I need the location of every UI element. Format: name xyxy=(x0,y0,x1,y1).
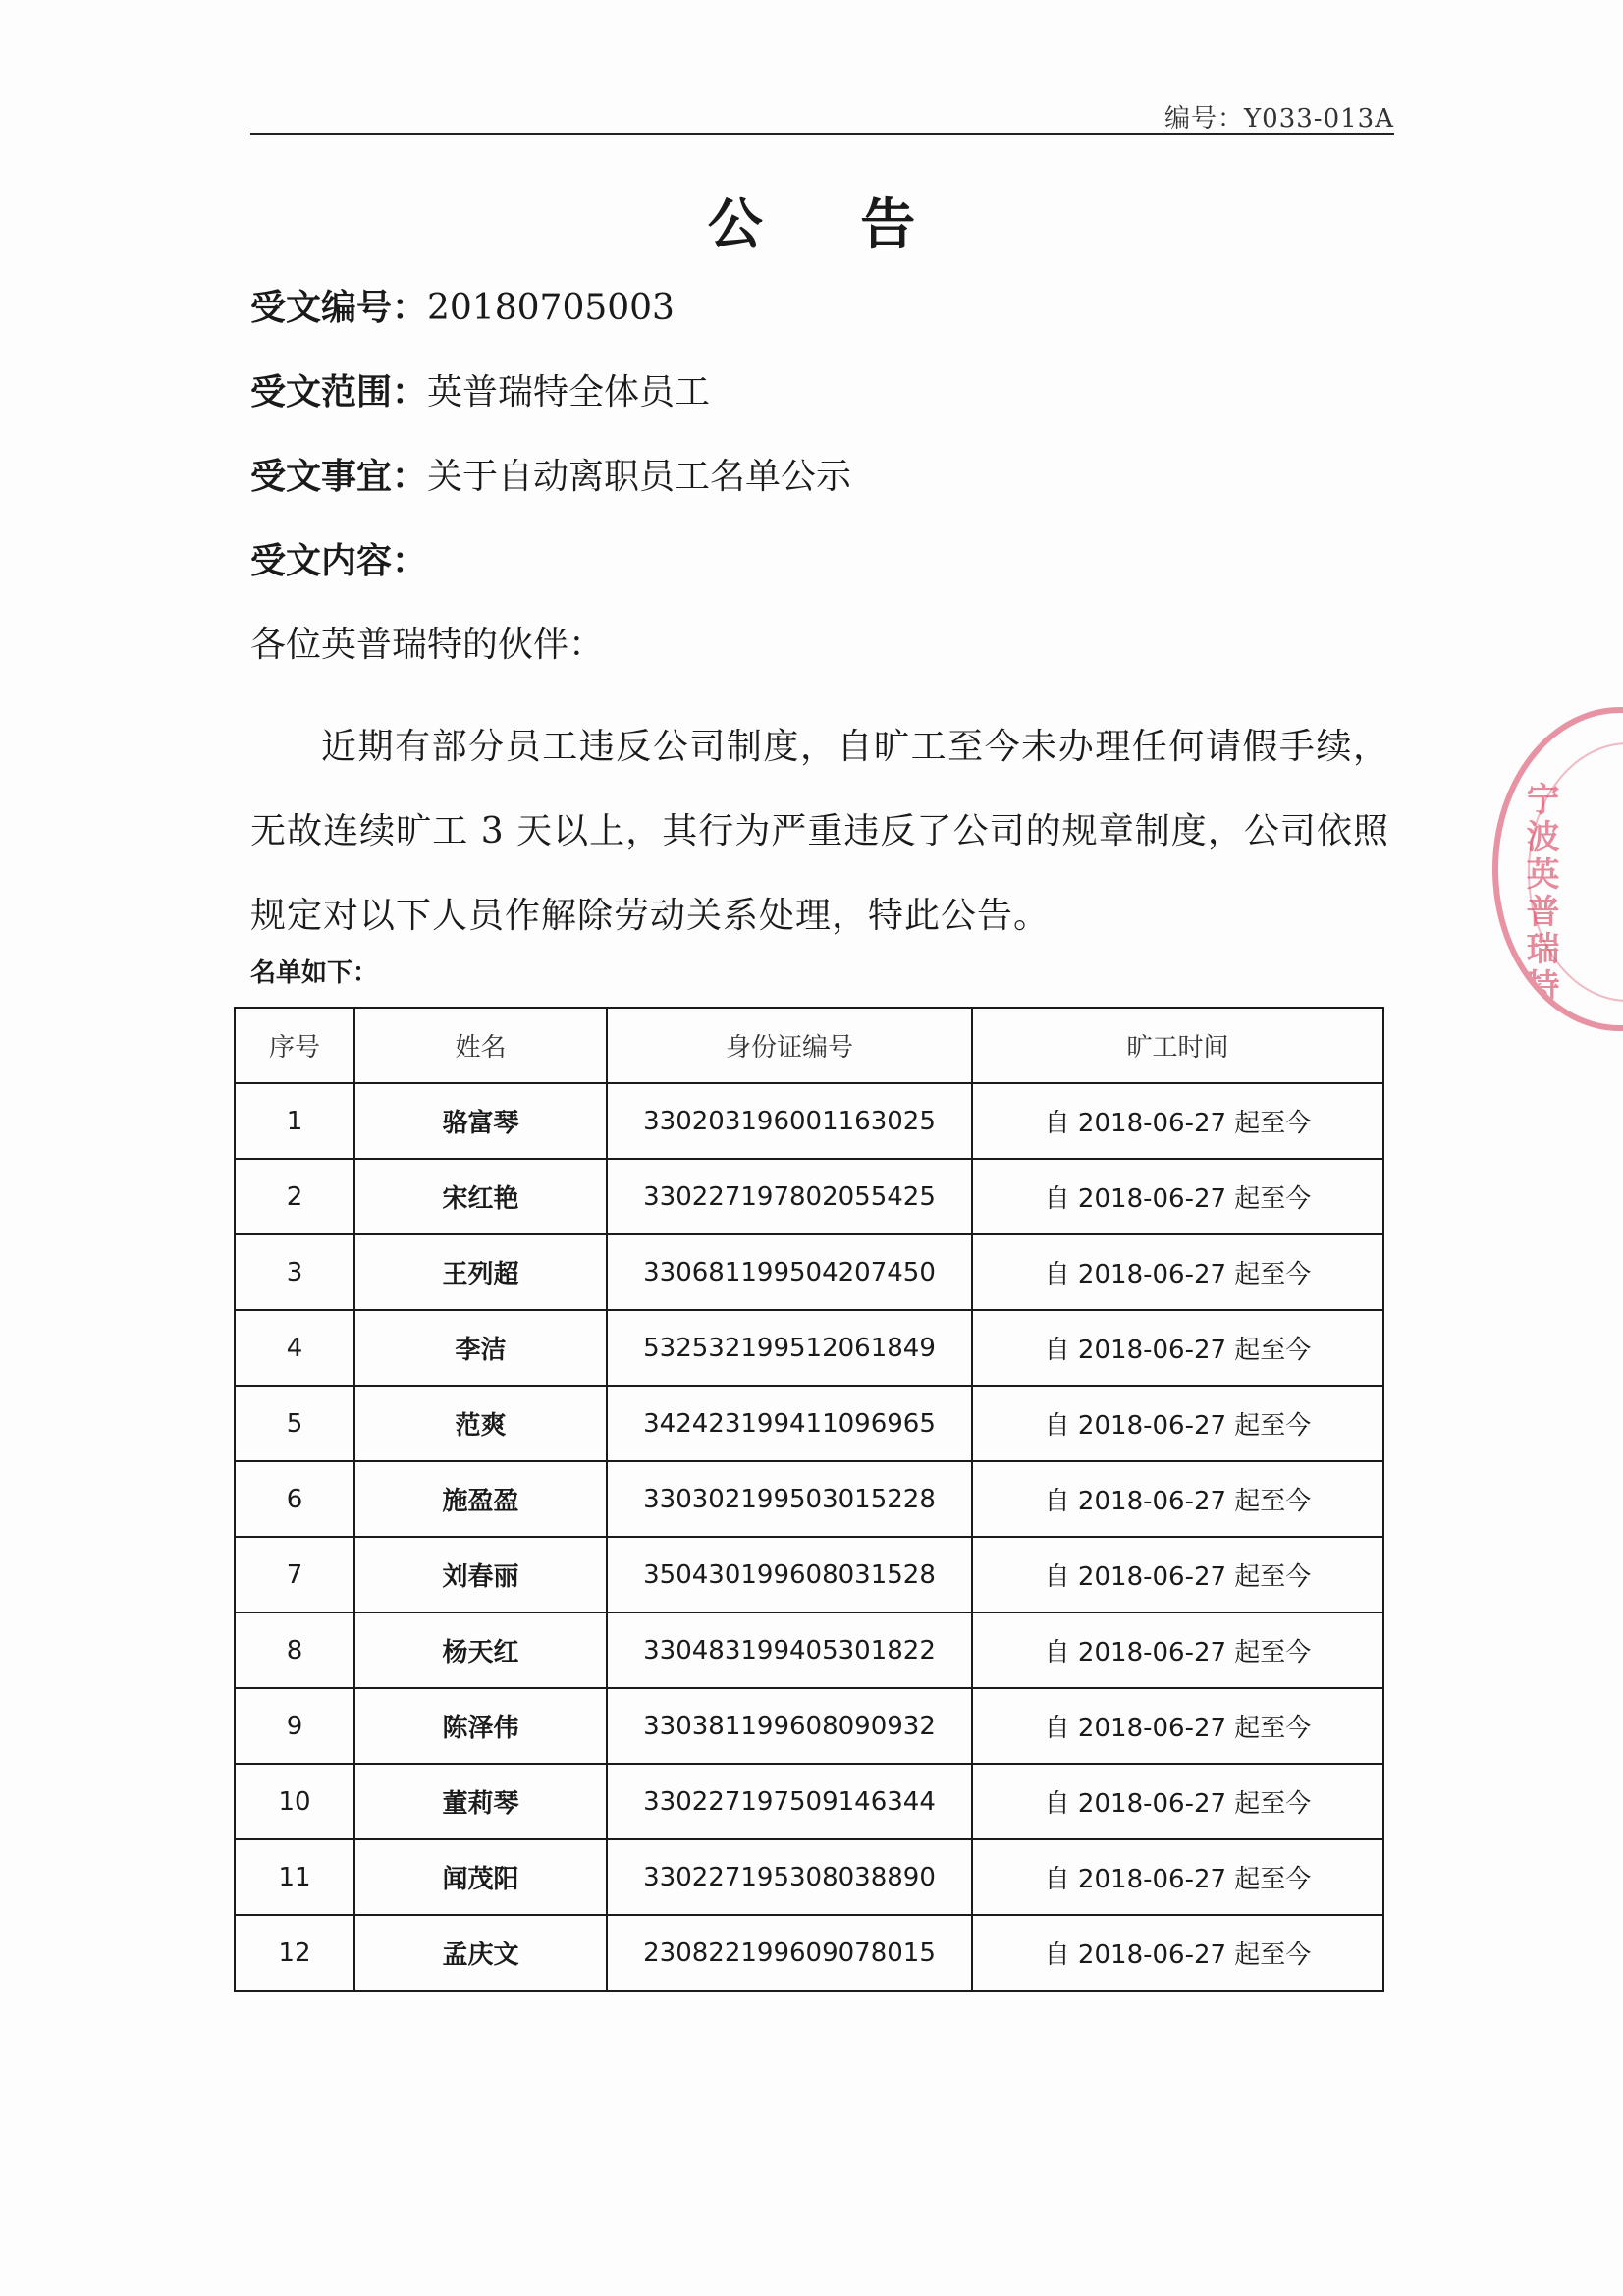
cell-absence-time: 自 2018-06-27 起至今 xyxy=(972,1764,1383,1839)
cell-seq: 1 xyxy=(235,1083,354,1159)
cell-name: 范爽 xyxy=(354,1386,607,1461)
table-row xyxy=(235,1537,1383,1613)
cell-name: 李洁 xyxy=(354,1310,607,1386)
scope-value: 英普瑞特全体员工 xyxy=(427,372,711,412)
content-label: 受文内容： xyxy=(250,540,428,581)
table-header-row xyxy=(235,1008,1383,1083)
cell-absence-time: 自 2018-06-27 起至今 xyxy=(972,1083,1383,1159)
cell-name: 宋红艳 xyxy=(354,1159,607,1234)
cell-seq: 8 xyxy=(235,1613,354,1688)
cell-absence-time: 自 2018-06-27 起至今 xyxy=(972,1537,1383,1613)
company-seal-stamp xyxy=(1492,707,1623,1031)
cell-id-number: 330302199503015228 xyxy=(607,1461,972,1537)
cell-seq: 7 xyxy=(235,1537,354,1613)
cell-absence-time: 自 2018-06-27 起至今 xyxy=(972,1234,1383,1310)
header-name: 姓名 xyxy=(354,1008,607,1083)
table-row xyxy=(235,1764,1383,1839)
cell-absence-time: 自 2018-06-27 起至今 xyxy=(972,1688,1383,1764)
table-row xyxy=(235,1915,1383,1991)
table-row xyxy=(235,1234,1383,1310)
cell-absence-time: 自 2018-06-27 起至今 xyxy=(972,1613,1383,1688)
cell-seq: 3 xyxy=(235,1234,354,1310)
document-number: 编号：Y033-013A xyxy=(1164,104,1394,134)
content-line xyxy=(250,533,427,583)
cell-id-number: 330381199608090932 xyxy=(607,1688,972,1764)
cell-name: 董莉琴 xyxy=(354,1764,607,1839)
cell-seq: 2 xyxy=(235,1159,354,1234)
cell-name: 王列超 xyxy=(354,1234,607,1310)
table-row xyxy=(235,1159,1383,1234)
cell-seq: 5 xyxy=(235,1386,354,1461)
cell-seq: 11 xyxy=(235,1839,354,1915)
cell-name: 闻茂阳 xyxy=(354,1839,607,1915)
table-row xyxy=(235,1688,1383,1764)
doc-no-line xyxy=(250,280,675,330)
cell-name: 陈泽伟 xyxy=(354,1688,607,1764)
cell-name: 骆富琴 xyxy=(354,1083,607,1159)
table-row xyxy=(235,1839,1383,1915)
page-title: 公 告 xyxy=(707,192,955,257)
cell-seq: 9 xyxy=(235,1688,354,1764)
cell-id-number: 330227197802055425 xyxy=(607,1159,972,1234)
greeting: 各位英普瑞特的伙伴： xyxy=(250,625,605,665)
cell-id-number: 230822199609078015 xyxy=(607,1915,972,1991)
table-row xyxy=(235,1386,1383,1461)
cell-id-number: 330227195308038890 xyxy=(607,1839,972,1915)
cell-seq: 12 xyxy=(235,1915,354,1991)
cell-absence-time: 自 2018-06-27 起至今 xyxy=(972,1461,1383,1537)
cell-id-number: 532532199512061849 xyxy=(607,1310,972,1386)
table-row xyxy=(235,1310,1383,1386)
list-label: 名单如下： xyxy=(250,958,379,988)
header-absence-time: 旷工时间 xyxy=(972,1008,1383,1083)
subject-value: 关于自动离职员工名单公示 xyxy=(427,457,852,497)
header-divider xyxy=(250,133,1394,135)
dismissal-table xyxy=(234,1007,1384,1992)
cell-id-number: 330203196001163025 xyxy=(607,1083,972,1159)
cell-id-number: 330483199405301822 xyxy=(607,1613,972,1688)
cell-id-number: 330227197509146344 xyxy=(607,1764,972,1839)
cell-absence-time: 自 2018-06-27 起至今 xyxy=(972,1386,1383,1461)
cell-id-number: 342423199411096965 xyxy=(607,1386,972,1461)
table-row xyxy=(235,1461,1383,1537)
cell-name: 刘春丽 xyxy=(354,1537,607,1613)
cell-absence-time: 自 2018-06-27 起至今 xyxy=(972,1839,1383,1915)
cell-seq: 6 xyxy=(235,1461,354,1537)
header-seq: 序号 xyxy=(235,1008,354,1083)
scope-label: 受文范围： xyxy=(250,371,428,412)
cell-absence-time: 自 2018-06-27 起至今 xyxy=(972,1159,1383,1234)
subject-label: 受文事宜： xyxy=(250,456,428,497)
doc-no-value: 20180705003 xyxy=(427,288,675,328)
header-id-number: 身份证编号 xyxy=(607,1008,972,1083)
cell-name: 杨天红 xyxy=(354,1613,607,1688)
doc-no-label: 受文编号： xyxy=(250,287,428,328)
subject-line xyxy=(250,449,851,499)
cell-id-number: 350430199608031528 xyxy=(607,1537,972,1613)
table-row xyxy=(235,1613,1383,1688)
cell-name: 孟庆文 xyxy=(354,1915,607,1991)
cell-seq: 4 xyxy=(235,1310,354,1386)
scope-line xyxy=(250,364,710,414)
cell-absence-time: 自 2018-06-27 起至今 xyxy=(972,1915,1383,1991)
table-row xyxy=(235,1083,1383,1159)
seal-text: 宁波英普瑞特 xyxy=(1520,782,1559,1006)
announcement-paragraph: 近期有部分员工违反公司制度，自旷工至今未办理任何请假手续，无故连续旷工 3 天以上，其行为严重违反了公司的规章制度，公司依照规定对以下人员作解除劳动关系处理，特此公告。 xyxy=(250,727,1389,936)
cell-id-number: 330681199504207450 xyxy=(607,1234,972,1310)
cell-name: 施盈盈 xyxy=(354,1461,607,1537)
cell-seq: 10 xyxy=(235,1764,354,1839)
cell-absence-time: 自 2018-06-27 起至今 xyxy=(972,1310,1383,1386)
